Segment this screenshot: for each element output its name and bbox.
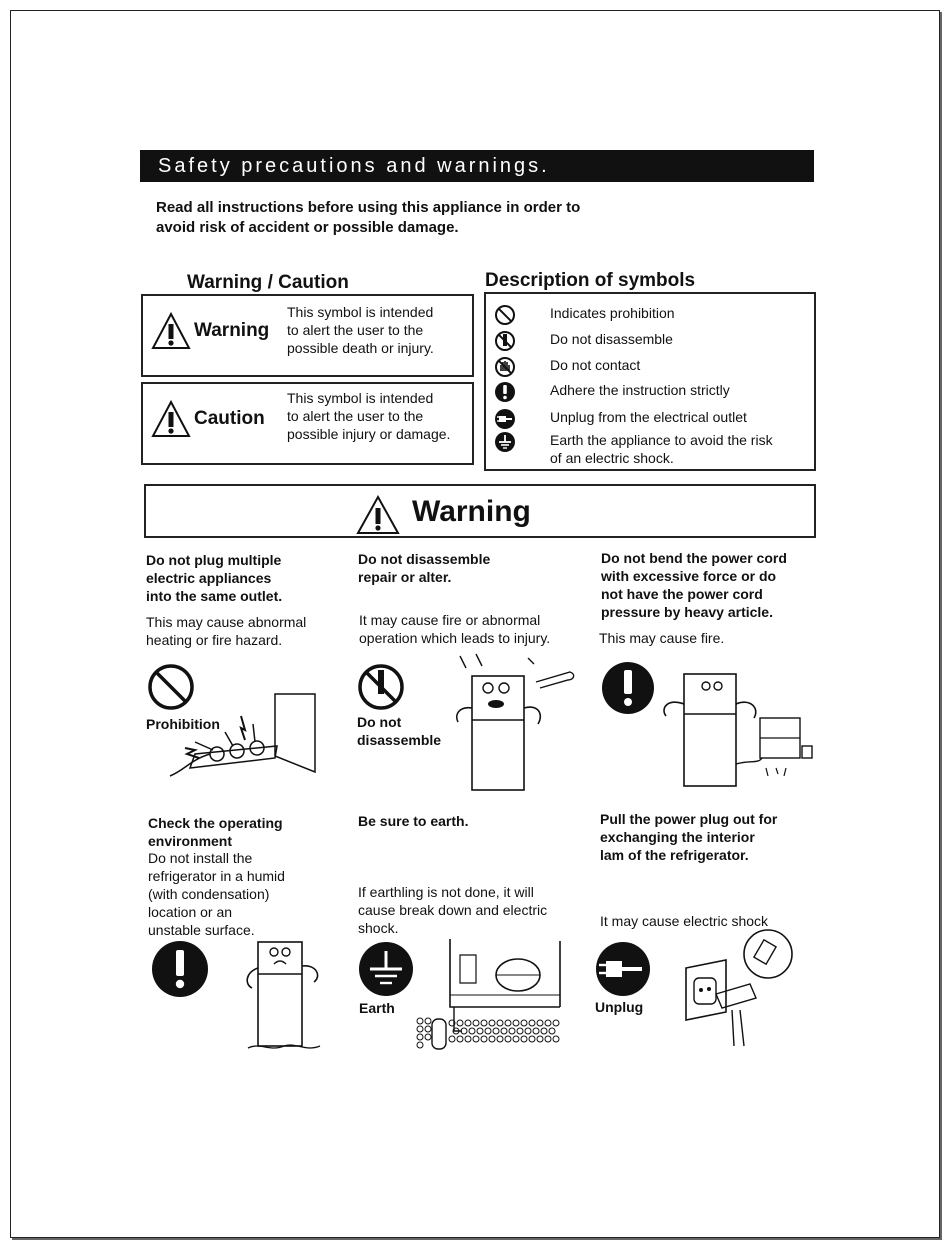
text-line: lam of the refrigerator. [600,847,749,863]
section-title [600,810,830,864]
warning-triangle-icon [151,312,191,350]
earth-label: Earth [359,1000,395,1016]
text-line: environment [148,833,233,849]
unplug-icon [494,408,516,430]
text-line: Do not bend the power cord [601,550,787,566]
intro-line: Read all instructions before using this appliance in order to [156,199,581,216]
warning-label: Warning [194,320,270,341]
text-line: Do not plug multiple [146,552,282,568]
caution-symbol-box [141,382,474,465]
disassemble-icon [494,330,516,352]
warning-caution-heading: Warning / Caution [187,272,349,293]
warning-symbol-box [141,294,474,377]
text-line: Adhere the instruction strictly [550,382,730,398]
text-line: (with condensation) [148,886,270,902]
text-line: repair or alter. [358,569,452,585]
earth-icon [357,941,415,997]
text-line: Pull the power plug out for [600,811,778,827]
section-text [148,849,348,939]
disassemble-label [357,713,441,749]
text-line: with excessive force or do [601,568,777,584]
text-line: disassemble [357,732,442,748]
text-line: operation which leads to injury. [359,630,551,646]
text-line: of an electric shock. [550,450,674,466]
power-strip-illustration [165,690,320,782]
wall-outlet-unplug-illustration [676,928,806,1050]
text-line: not have the power cord [601,586,763,602]
symbol-row-unplug [494,408,804,430]
text-line: If earthling is not done, it will [358,884,534,900]
text-line: This may cause fire. [599,630,725,646]
exclamation-icon [150,940,210,998]
section-title [146,551,346,605]
symbols-box [484,292,816,471]
text-line: refrigerator in a humid [148,868,285,884]
prohibition-icon [494,304,516,326]
symbol-row-exclamation [494,381,804,403]
text-line: Do not [357,714,402,730]
unplug-icon [594,941,652,997]
caution-description [287,389,450,443]
text-line: This symbol is intended [287,390,434,406]
section-text [358,883,586,937]
page-title-banner: Safety precautions and warnings. [140,150,814,182]
section-text [146,613,346,649]
refrigerator-unstable-illustration [240,928,330,1054]
text-line: heating or fire hazard. [146,632,283,648]
section-title [358,812,578,830]
warning-triangle-icon [356,495,400,535]
symbol-text [550,408,747,426]
no-contact-icon [494,356,516,378]
section-title [358,550,578,586]
text-line: Do not install the [148,850,253,866]
text-line: Do not disassemble [550,331,673,347]
text-line: Do not disassemble [358,551,491,567]
text-line: Earth the appliance to avoid the risk [550,432,773,448]
big-warning-box [144,484,816,538]
text-line: This may cause abnormal [146,614,307,630]
text-line: to alert the user to the [287,322,424,338]
prohibition-label: Prohibition [146,716,220,732]
text-line: unstable surface. [148,922,255,938]
symbol-text [550,330,673,348]
text-line: possible death or injury. [287,340,434,356]
symbols-heading: Description of symbols [485,270,696,291]
refrigerator-cord-illustration [650,664,820,792]
symbol-row-earth [494,431,804,467]
warning-description [287,303,434,357]
intro-line: avoid risk of accident or possible damage. [156,219,459,236]
symbol-text [550,431,773,467]
compressor-ground-illustration [410,935,565,1053]
text-line: Be sure to earth. [358,813,469,829]
symbol-row-prohibition [494,304,804,326]
exclamation-icon [599,661,657,715]
symbol-row-disassemble [494,330,804,352]
text-line: pressure by heavy article. [601,604,773,620]
symbol-text [550,304,675,322]
earth-icon [494,431,516,453]
refrigerator-character-illustration [440,650,580,792]
text-line: Check the operating [148,815,283,831]
symbol-row-no-contact [494,356,804,378]
text-line: cause break down and electric [358,902,548,918]
text-line: possible injury or damage. [287,426,451,442]
text-line: This symbol is intended [287,304,434,320]
section-title [148,814,348,850]
intro-text [156,198,716,238]
text-line: It may cause fire or abnormal [359,612,541,628]
text-line: location or an [148,904,233,920]
text-line: electric appliances [146,570,272,586]
text-line: exchanging the interior [600,829,755,845]
text-line: shock. [358,920,399,936]
exclamation-icon [494,381,516,403]
section-title [601,549,831,621]
unplug-label: Unplug [595,999,644,1015]
symbol-text [550,381,730,399]
big-warning-label: Warning [412,495,531,528]
text-line: Indicates prohibition [550,305,675,321]
section-text [599,629,829,647]
caution-triangle-icon [151,400,191,438]
text-line: to alert the user to the [287,408,424,424]
text-line: Unplug from the electrical outlet [550,409,747,425]
text-line: into the same outlet. [146,588,283,604]
text-line: It may cause electric shock [600,913,769,929]
symbol-text [550,356,640,374]
section-text [359,611,587,647]
text-line: Do not contact [550,357,641,373]
disassemble-icon [356,662,406,712]
caution-label: Caution [194,408,265,429]
